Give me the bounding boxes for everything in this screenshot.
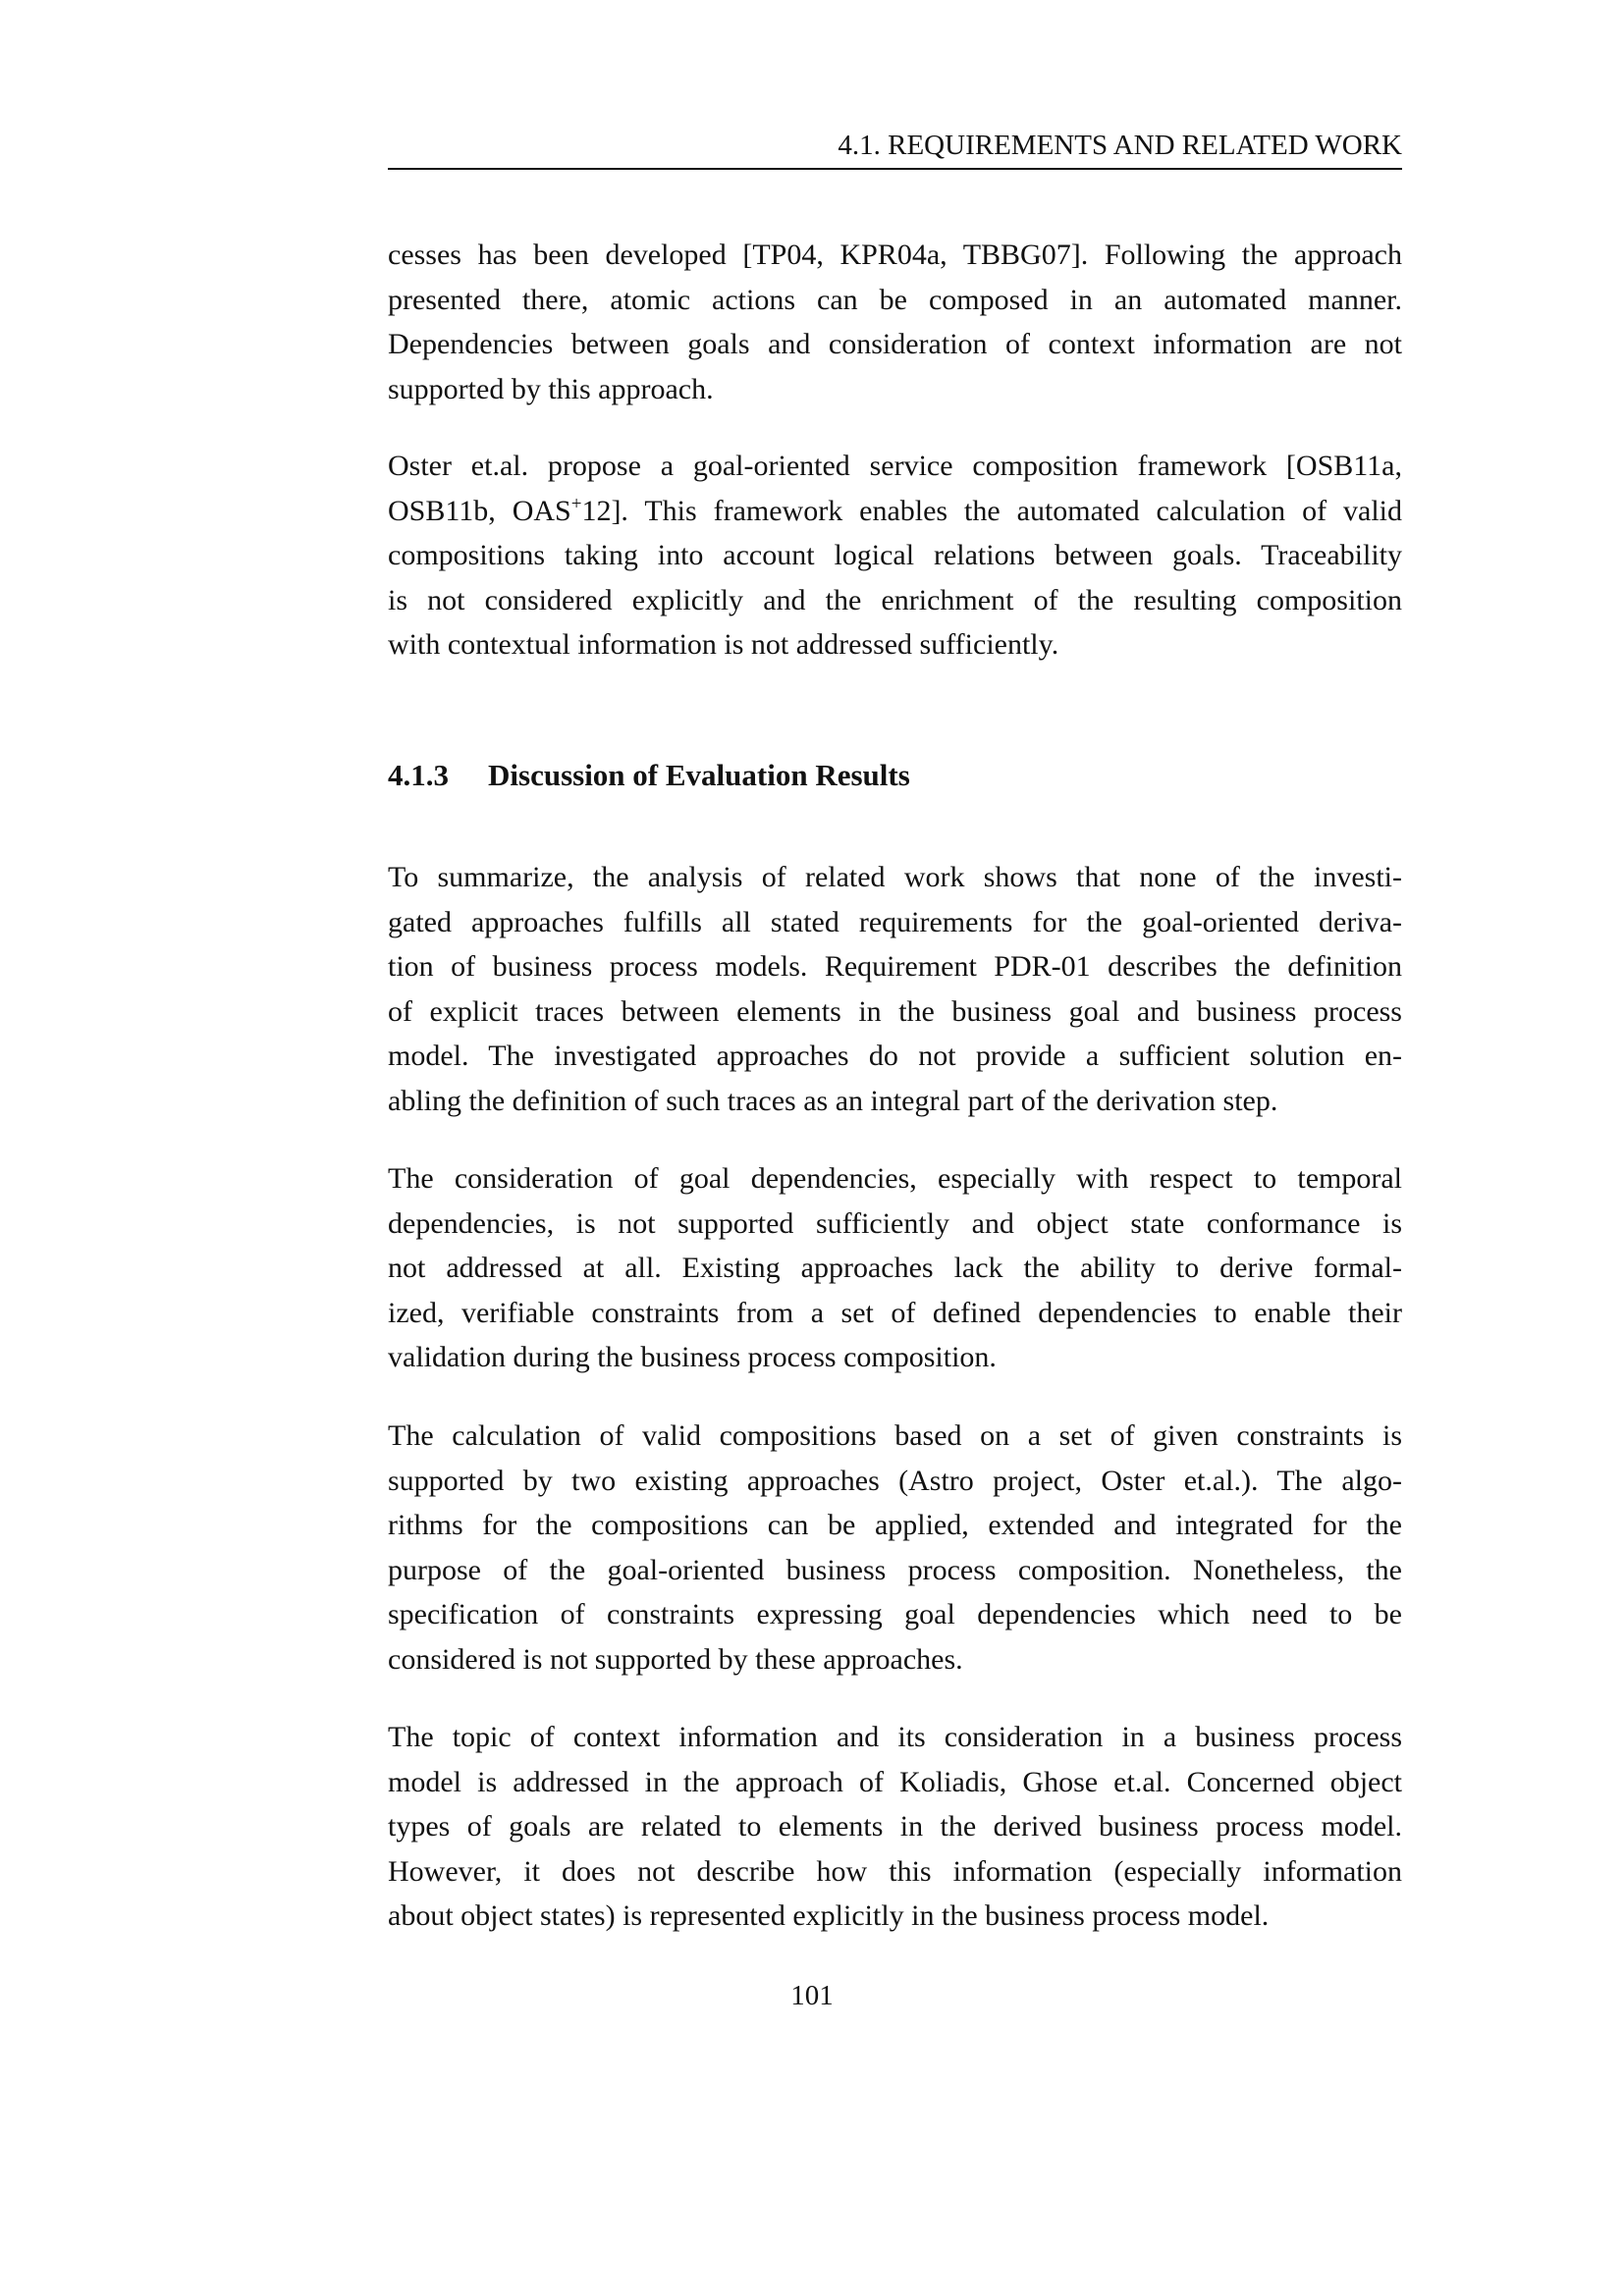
paragraph-6 (388, 1715, 1402, 1939)
text-line: tion of business process models. Requirement PDR-01 describes the definition (388, 950, 1402, 983)
text-line: ized, verifiable constraints from a set of defined dependencies to enable their (388, 1296, 1402, 1329)
text-line: supported by two existing approaches (Astro project, Oster et.al.). The algo- (388, 1464, 1402, 1497)
text-line: To summarize, the analysis of related work shows that none of the investi- (388, 861, 1402, 893)
text-line: gated approaches fulfills all stated requirements for the goal-oriented deriva- (388, 905, 1402, 938)
text-line: The consideration of goal dependencies, especially with respect to temporal (388, 1162, 1402, 1195)
text-line: not addressed at all. Existing approaches lack the ability to derive formal- (388, 1252, 1402, 1284)
section-heading (388, 754, 910, 797)
text-line: supported by this approach. (388, 372, 714, 405)
section-title: Discussion of Evaluation Results (488, 758, 910, 792)
text-line: with contextual information is not addressed sufficiently. (388, 628, 1059, 661)
text-line: about object states) is represented explicitly in the business process model. (388, 1899, 1270, 1932)
text-line: cesses has been developed [TP04, KPR04a, TBBG07]. Following the approach (388, 239, 1402, 271)
text-line: Oster et.al. propose a goal-oriented service composition framework [OSB11a, (388, 450, 1402, 482)
text-line: purpose of the goal-oriented business process composition. Nonetheless, the (388, 1553, 1402, 1586)
paragraph-5 (388, 1414, 1402, 1682)
text-line: types of goals are related to elements in the derived business process model. (388, 1810, 1402, 1842)
text-line: model is addressed in the approach of Koliadis, Ghose et.al. Concerned object (388, 1765, 1402, 1798)
text-line: Dependencies between goals and consideration of context information are not (388, 328, 1402, 360)
text-line: However, it does not describe how this information (especially information (388, 1854, 1402, 1888)
paragraph-4 (388, 1156, 1402, 1380)
text-line: The calculation of valid compositions based on a set of given constraints is (388, 1419, 1402, 1452)
text-line: is not considered explicitly and the enrichment of the resulting composition (388, 583, 1402, 616)
paragraph-3 (388, 855, 1402, 1123)
text-line: of explicit traces between elements in the business goal and business process (388, 994, 1402, 1028)
text-line: OSB11b, OAS+12]. This framework enables the automated calculation of valid (388, 493, 1402, 527)
text-line: model. The investigated approaches do not provide a sufficient solution en- (388, 1040, 1402, 1072)
text-line: rithms for the compositions can be applied, extended and integrated for the (388, 1509, 1402, 1541)
paragraph-1 (388, 233, 1402, 411)
text-line: considered is not supported by these approaches. (388, 1642, 963, 1676)
section-number: 4.1.3 (388, 758, 449, 792)
text-line: specification of constraints expressing goal dependencies which need to be (388, 1598, 1402, 1630)
paragraph-2 (388, 444, 1402, 667)
text-line: validation during the business process composition. (388, 1341, 997, 1373)
running-header: 4.1. REQUIREMENTS AND RELATED WORK (838, 130, 1402, 161)
text-line: dependencies, is not supported sufficiently and object state conformance is (388, 1206, 1402, 1240)
text-line: abling the definition of such traces as an integral part of the derivation step. (388, 1084, 1278, 1117)
text-line: compositions taking into account logical relations between goals. Traceability (388, 539, 1402, 571)
page-number: 101 (790, 1980, 834, 2011)
header-rule (388, 168, 1402, 170)
text-line: The topic of context information and its consideration in a business process (388, 1721, 1402, 1753)
text-line: presented there, atomic actions can be composed in an automated manner. (388, 283, 1402, 316)
